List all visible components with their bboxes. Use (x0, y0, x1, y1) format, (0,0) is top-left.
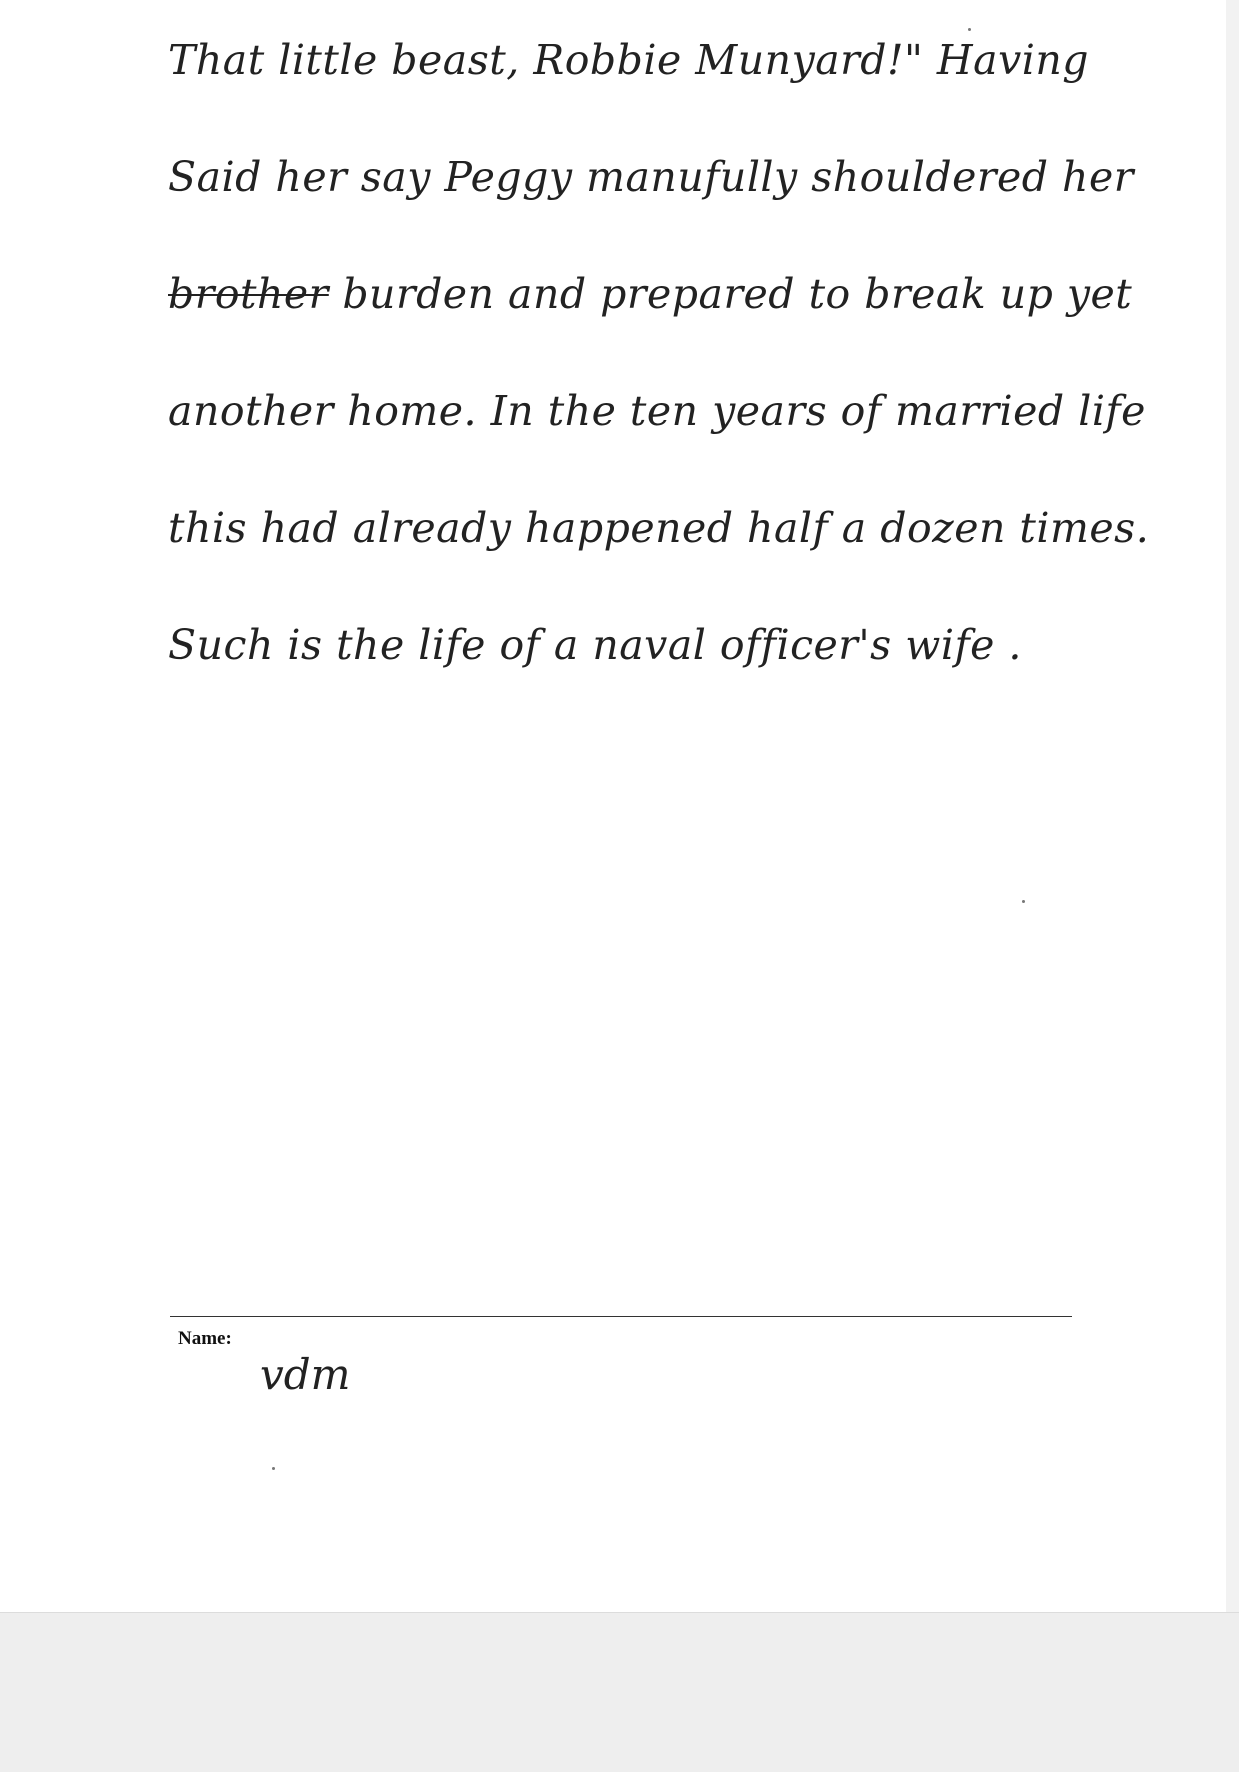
handwritten-text-block (168, 36, 1168, 742)
line-2-text: Said her say Peggy manufully shouldered her (168, 153, 1134, 201)
scanner-bed-margin (0, 1612, 1239, 1772)
scan-speck (272, 1467, 275, 1470)
handwritten-line-4 (168, 387, 1168, 435)
handwritten-line-1 (168, 36, 1168, 84)
scan-speck (1022, 900, 1025, 903)
name-divider-line (170, 1316, 1072, 1317)
handwritten-line-2 (168, 153, 1168, 201)
name-label: Name: (178, 1328, 232, 1349)
crossed-out-word: brother (168, 270, 329, 318)
handwritten-line-3 (168, 270, 1168, 318)
handwritten-line-5 (168, 504, 1168, 552)
scanner-edge-shadow (1226, 0, 1239, 1612)
line-4-text: another home. In the ten years of married life (168, 387, 1146, 435)
line-1-text: That little beast, Robbie Munyard!" Having (168, 36, 1090, 84)
scan-speck (968, 28, 971, 31)
line-6-text: Such is the life of a naval officer's wife . (168, 621, 1022, 669)
line-5-text: this had already happened half a dozen times. (168, 504, 1150, 552)
line-3-text: burden and prepared to break up yet (328, 270, 1133, 318)
handwritten-line-6 (168, 621, 1168, 669)
handwritten-signature: vdm (260, 1350, 351, 1399)
